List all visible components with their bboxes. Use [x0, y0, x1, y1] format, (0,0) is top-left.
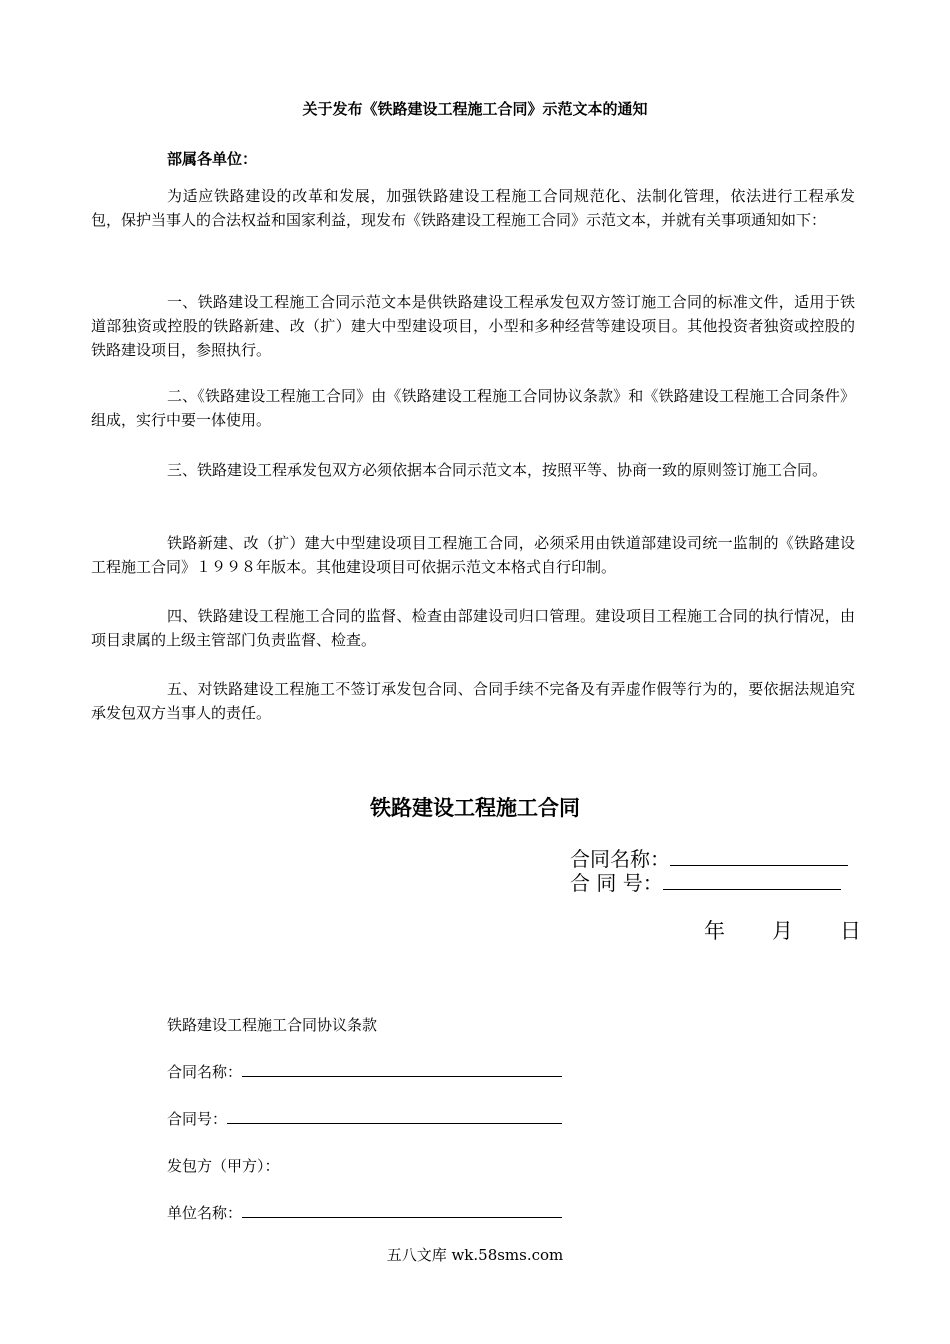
notice-paragraph: 五、对铁路建设工程施工不签订承发包合同、合同手续不完备及有弄虚作假等行为的，要依据法规追究承发包双方当事人的责任。 [91, 680, 855, 722]
cover-contract-name-label: 合同名称： [570, 847, 670, 871]
agreement-employer-label: 发包方（甲方）： [167, 1157, 280, 1175]
date-month: 月 [772, 919, 793, 943]
notice-addressee: 部属各单位： [167, 150, 258, 168]
agreement-contract-name-blank [242, 1062, 562, 1077]
agreement-unit-name-label: 单位名称： [167, 1204, 243, 1222]
agreement-unit-name-row [167, 1202, 562, 1223]
agreement-contract-name-label: 合同名称： [167, 1063, 243, 1081]
cover-contract-number-blank [663, 871, 841, 890]
date-day: 日 [840, 919, 861, 943]
cover-contract-number-row [570, 867, 841, 896]
cover-contract-number-label: 合 同 号： [570, 871, 663, 895]
agreement-contract-name-row [167, 1061, 562, 1082]
contract-title: 铁路建设工程施工合同 [370, 795, 580, 820]
agreement-contract-number-label: 合同号： [167, 1110, 228, 1128]
notice-paragraph: 三、铁路建设工程承发包双方必须依据本合同示范文本，按照平等、协商一致的原则签订施工合同。 [167, 461, 828, 479]
cover-date-line [704, 915, 861, 945]
notice-paragraph: 铁路新建、改（扩）建大中型建设项目工程施工合同，必须采用由铁道部建设司统一监制的《铁路建设工程施工合同》１９９８年版本。其他建设项目可依据示范文本格式自行印制。 [91, 534, 855, 576]
agreement-contract-number-blank [227, 1109, 562, 1124]
agreement-contract-number-row [167, 1108, 562, 1129]
footer-watermark-text: 五八文库 wk.58sms.com [386, 1246, 564, 1264]
agreement-heading: 铁路建设工程施工合同协议条款 [167, 1016, 378, 1034]
notice-paragraph: 四、铁路建设工程施工合同的监督、检查由部建设司归口管理。建设项目工程施工合同的执行情况，由项目隶属的上级主管部门负责监督、检查。 [91, 607, 855, 649]
notice-paragraph: 为适应铁路建设的改革和发展，加强铁路建设工程施工合同规范化、法制化管理，依法进行工程承发包，保护当事人的合法权益和国家利益，现发布《铁路建设工程施工合同》示范文本，并就有关事项通知如下： [91, 187, 855, 229]
agreement-unit-name-blank [242, 1203, 562, 1218]
notice-paragraph: 二、《铁路建设工程施工合同》由《铁路建设工程施工合同协议条款》和《铁路建设工程施工合同条件》组成，实行中要一体使用。 [91, 387, 855, 429]
cover-contract-name-blank [670, 847, 848, 866]
notice-title: 关于发布《铁路建设工程施工合同》示范文本的通知 [302, 100, 648, 118]
notice-paragraph: 一、铁路建设工程施工合同示范文本是供铁路建设工程承发包双方签订施工合同的标准文件，适用于铁道部独资或控股的铁路新建、改（扩）建大中型建设项目，小型和多种经营等建设项目。其他投资者独资或控股的铁路建设项目，参照执行。 [91, 293, 855, 359]
date-year: 年 [704, 919, 725, 943]
agreement-employer-row [167, 1155, 280, 1176]
